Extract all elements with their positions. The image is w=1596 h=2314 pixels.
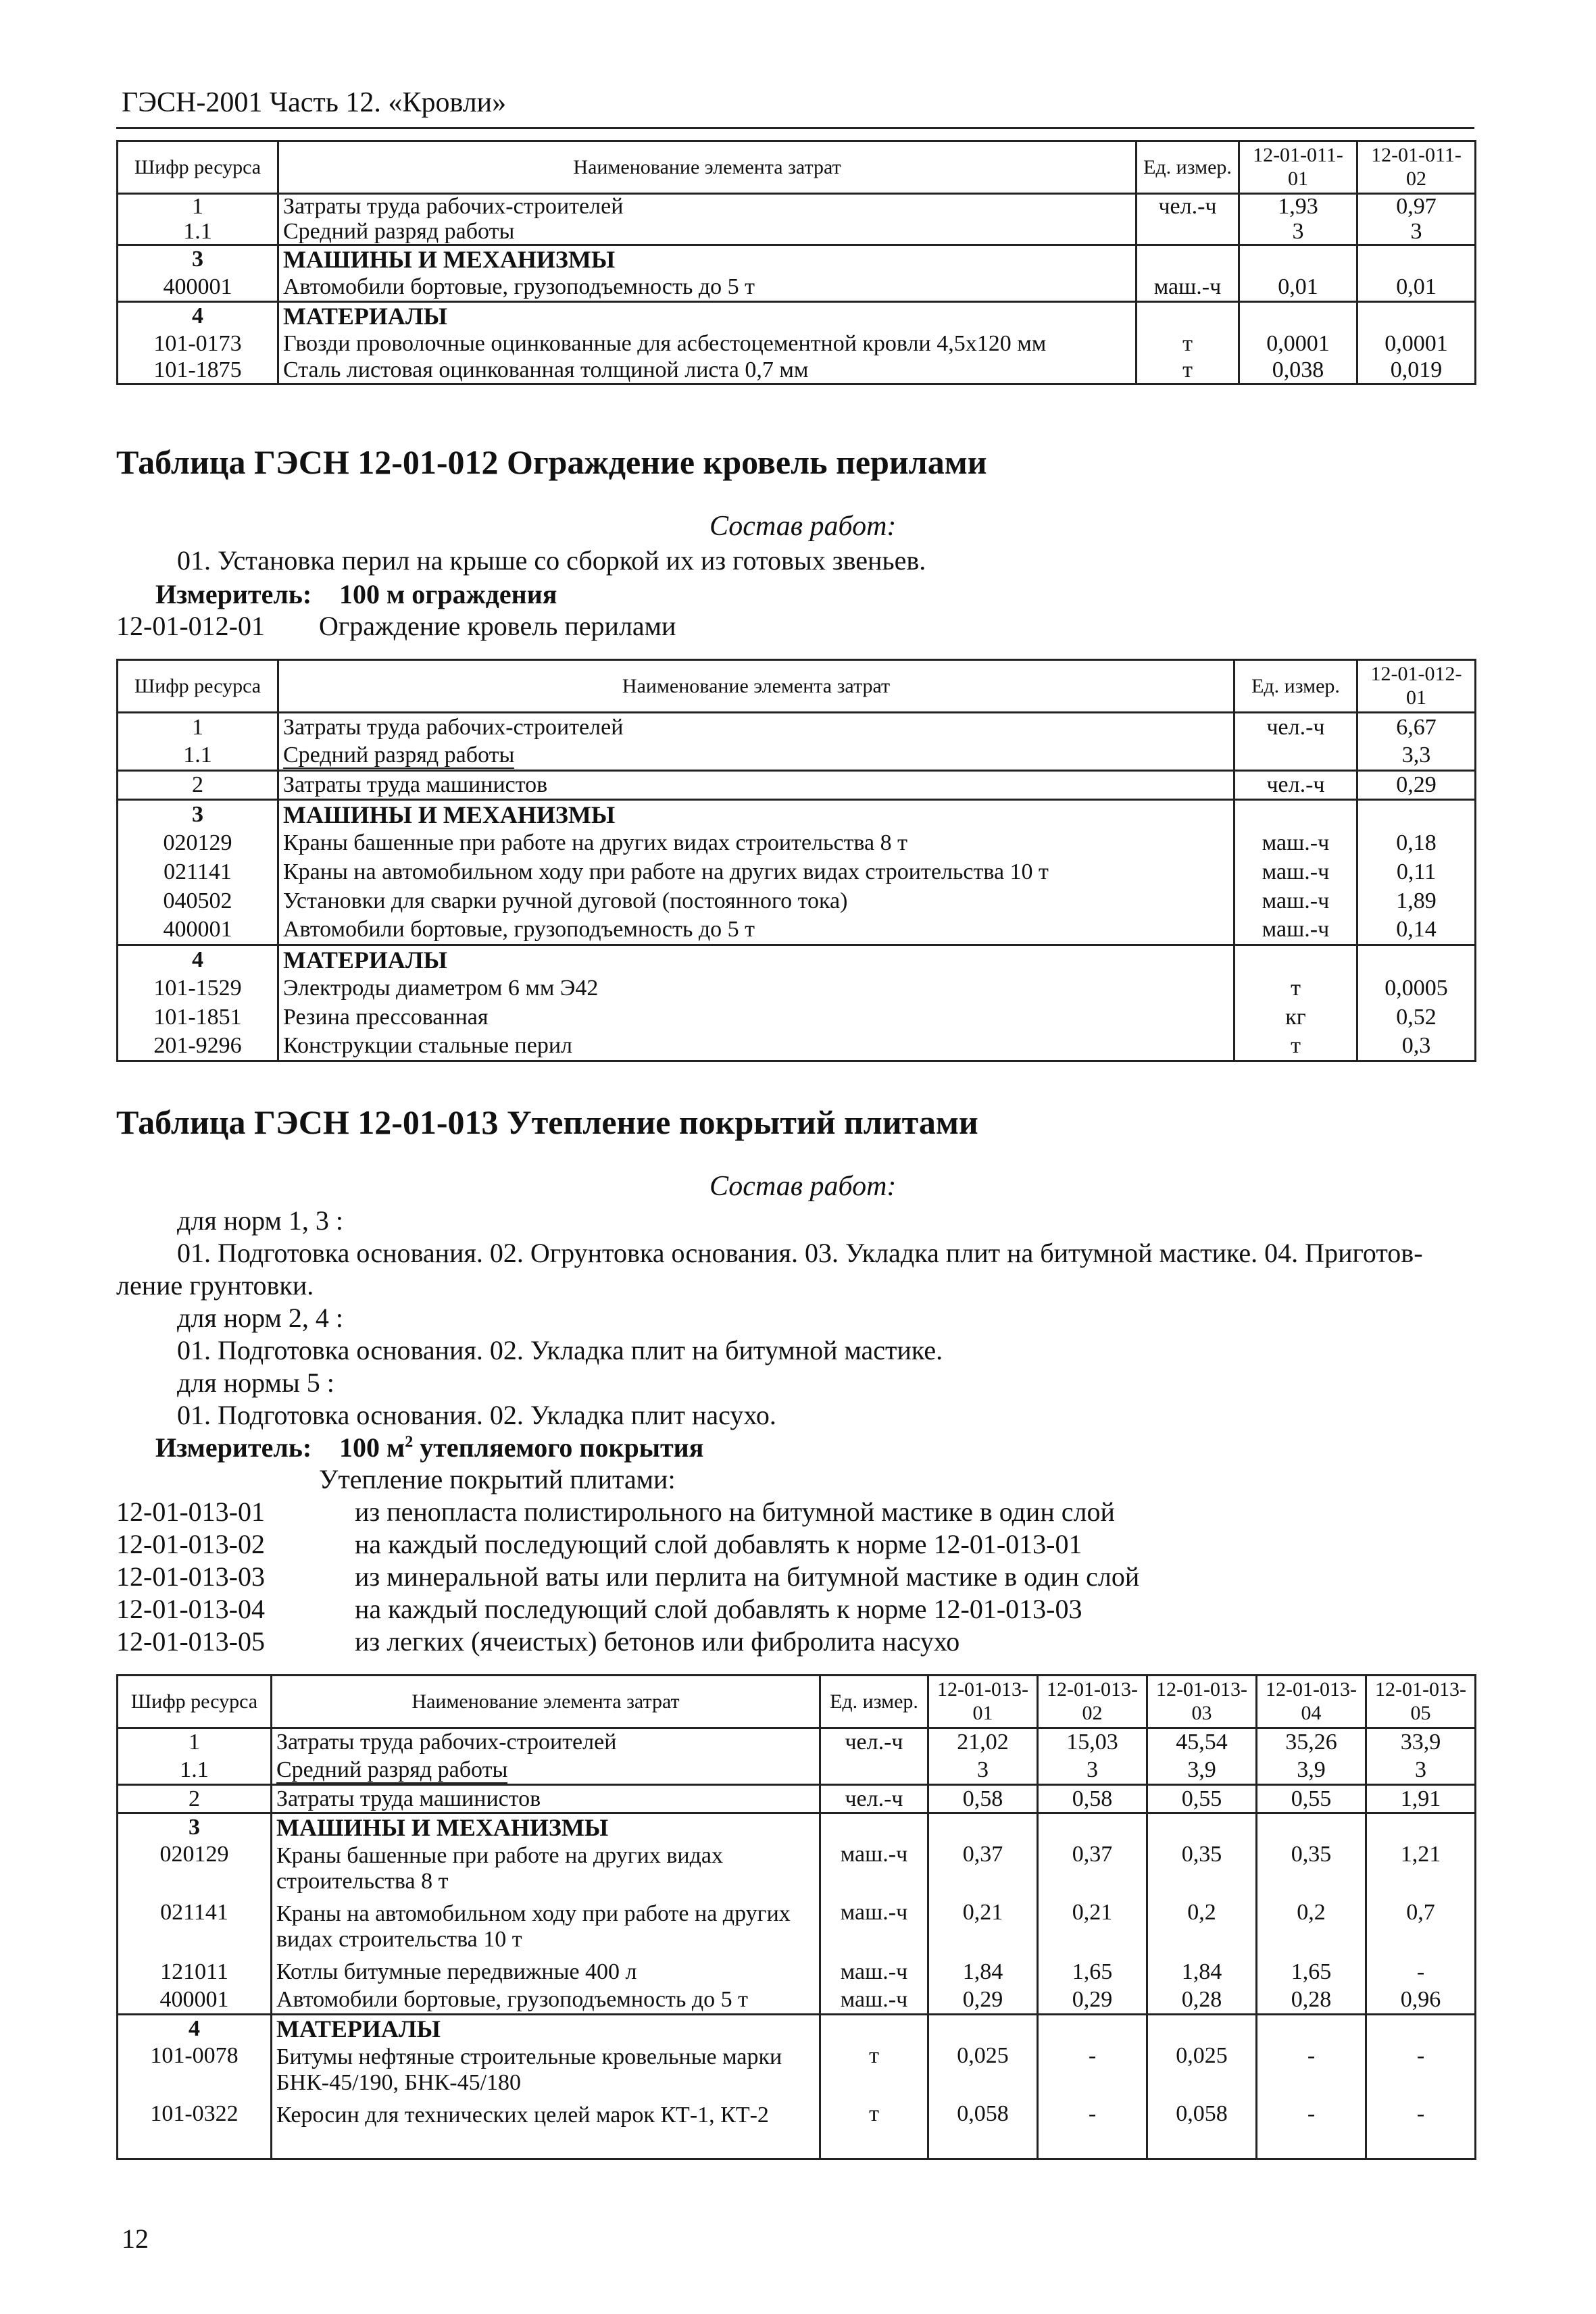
norm-description: из легких (ячеистых) бетонов или фибролита насухо — [355, 1626, 960, 1657]
norm-value: 0,97 — [1357, 194, 1476, 220]
cost-item: Конструкции стальные перил — [278, 1032, 1235, 1061]
unit: т — [1235, 974, 1357, 1003]
norm-description: Ограждение кровель перилами — [319, 611, 676, 641]
resource-code: 101-0173 — [118, 330, 278, 357]
cost-item: Затраты труда машинистов — [278, 771, 1235, 800]
resource-code: 020129 — [118, 1842, 272, 1900]
measure-value: 100 м ограждения — [339, 579, 557, 609]
norm-value: - — [1366, 2101, 1476, 2159]
norm-value: 3 — [928, 1757, 1038, 1785]
norm-code: 12-01-012-01 — [116, 611, 265, 641]
norm-value: - — [1257, 2043, 1366, 2101]
resource-code: 101-1529 — [118, 974, 278, 1003]
norm-value: 0,14 — [1357, 916, 1476, 945]
unit: маш.-ч — [1137, 274, 1239, 302]
resource-code: 2 — [118, 771, 278, 800]
norm-value: - — [1038, 2043, 1147, 2101]
col-header-norm: 12-01-011-01 — [1239, 141, 1357, 194]
norm-value — [928, 2015, 1038, 2043]
resource-code: 2 — [118, 1785, 272, 1813]
norm-value: 0,2 — [1257, 1900, 1366, 1958]
resource-code: 1.1 — [118, 742, 278, 771]
unit: чел.-ч — [1235, 771, 1357, 800]
norm-value: 0,35 — [1257, 1842, 1366, 1900]
unit: т — [1137, 330, 1239, 357]
norm-value: 0,55 — [1257, 1785, 1366, 1813]
norm-value: 3,3 — [1357, 742, 1476, 771]
resource-table-12-01-011 — [116, 140, 1476, 385]
unit: кг — [1235, 1003, 1357, 1032]
col-header-norm: 12-01-013-05 — [1366, 1676, 1476, 1728]
cost-item: Сталь листовая оцинкованная толщиной листа 0,7 мм — [278, 357, 1137, 384]
unit: маш.-ч — [820, 1842, 928, 1900]
unit — [1235, 800, 1357, 829]
norm-value: 0,18 — [1357, 829, 1476, 858]
norm-value: 0,019 — [1357, 357, 1476, 384]
norm-value: 3,9 — [1147, 1757, 1257, 1785]
unit: чел.-ч — [1235, 713, 1357, 742]
col-header-norm: 12-01-013-03 — [1147, 1676, 1257, 1728]
resource-code: 121011 — [118, 1958, 272, 1986]
section-heading: МАШИНЫ И МЕХАНИЗМЫ — [278, 245, 1137, 274]
resource-table-12-01-013 — [116, 1674, 1476, 2160]
norm-value: 0,35 — [1147, 1842, 1257, 1900]
unit — [820, 1757, 928, 1785]
norm-value — [1239, 245, 1357, 274]
unit: маш.-ч — [1235, 916, 1357, 945]
col-header-unit: Ед. измер. — [820, 1676, 928, 1728]
cost-item: Средний разряд работы — [278, 220, 1137, 245]
norm-value — [1257, 2015, 1366, 2043]
unit: маш.-ч — [820, 1958, 928, 1986]
norm-value — [1147, 1813, 1257, 1842]
work-step: 01. Подготовка основания. 02. Укладка плит насухо. — [177, 1400, 776, 1430]
unit: т — [820, 2043, 928, 2101]
cost-item: Керосин для технических целей марок КТ-1, КТ-2 — [272, 2101, 820, 2159]
norm-value: 1,84 — [1147, 1958, 1257, 1986]
norm-value: 3 — [1239, 220, 1357, 245]
norm-value: 0,21 — [928, 1900, 1038, 1958]
norm-value: 0,058 — [1147, 2101, 1257, 2159]
unit: маш.-ч — [1235, 829, 1357, 858]
resource-code: 400001 — [118, 274, 278, 302]
resource-code: 040502 — [118, 887, 278, 916]
resource-code: 400001 — [118, 916, 278, 945]
resource-code: 400001 — [118, 1986, 272, 2015]
norm-value: 0,58 — [1038, 1785, 1147, 1813]
norm-value: - — [1257, 2101, 1366, 2159]
cost-item: Битумы нефтяные строительные кровельные марки БНК-45/190, БНК-45/180 — [272, 2043, 820, 2101]
unit: маш.-ч — [820, 1986, 928, 2015]
norm-value: 3 — [1366, 1757, 1476, 1785]
norm-value: 0,37 — [928, 1842, 1038, 1900]
norm-code: 12-01-013-03 — [116, 1561, 265, 1592]
norm-value — [1239, 302, 1357, 330]
norm-value: 0,2 — [1147, 1900, 1257, 1958]
norm-value: 35,26 — [1257, 1728, 1366, 1757]
norm-value: 0,0001 — [1239, 330, 1357, 357]
col-header-resource: Шифр ресурса — [118, 1676, 272, 1728]
col-header-unit: Ед. измер. — [1235, 660, 1357, 713]
norm-description: на каждый последующий слой добавлять к норме 12-01-013-01 — [355, 1529, 1082, 1559]
norm-value: - — [1366, 2043, 1476, 2101]
norm-value — [1366, 1813, 1476, 1842]
norm-value: 0,55 — [1147, 1785, 1257, 1813]
norm-value: 0,7 — [1366, 1900, 1476, 1958]
col-header-norm: 12-01-012-01 — [1357, 660, 1476, 713]
section-code: 4 — [118, 302, 278, 330]
table-title: Таблица ГЭСН 12-01-012 Ограждение кровель перилами — [116, 443, 987, 481]
cost-item: Краны на автомобильном ходу при работе на других видах строительства 10 т — [278, 858, 1235, 887]
section-code: 4 — [118, 945, 278, 974]
measure-label: Измеритель: — [155, 579, 312, 609]
resource-table-12-01-012 — [116, 659, 1476, 1062]
norm-code: 12-01-013-02 — [116, 1529, 265, 1559]
col-header-name: Наименование элемента затрат — [278, 141, 1137, 194]
cost-item: Затраты труда рабочих-строителей — [272, 1728, 820, 1757]
cost-item: Автомобили бортовые, грузоподъемность до 5 т — [272, 1986, 820, 2015]
work-composition-label: Состав работ: — [709, 1171, 897, 1202]
norm-value — [1147, 2015, 1257, 2043]
norm-value: 0,025 — [928, 2043, 1038, 2101]
norm-value — [1038, 1813, 1147, 1842]
norm-value: - — [1366, 1958, 1476, 1986]
norm-value: - — [1038, 2101, 1147, 2159]
section-heading: МАШИНЫ И МЕХАНИЗМЫ — [278, 800, 1235, 829]
norm-value: 0,28 — [1257, 1986, 1366, 2015]
section-heading: МАТЕРИАЛЫ — [278, 302, 1137, 330]
resource-code: 021141 — [118, 858, 278, 887]
norm-value — [928, 1813, 1038, 1842]
norm-value: 0,52 — [1357, 1003, 1476, 1032]
unit: маш.-ч — [1235, 887, 1357, 916]
col-header-name: Наименование элемента затрат — [278, 660, 1235, 713]
norm-value: 0,28 — [1147, 1986, 1257, 2015]
norm-value: 21,02 — [928, 1728, 1038, 1757]
norms-intro: Утепление покрытий плитами: — [319, 1464, 676, 1494]
norm-value: 0,0005 — [1357, 974, 1476, 1003]
norm-value: 0,21 — [1038, 1900, 1147, 1958]
work-step: ление грунтовки. — [116, 1270, 314, 1301]
norm-value: 0,58 — [928, 1785, 1038, 1813]
section-heading: МАТЕРИАЛЫ — [278, 945, 1235, 974]
norms-group-label: для нормы 5 : — [177, 1367, 334, 1398]
norms-group-label: для норм 1, 3 : — [177, 1205, 343, 1236]
cost-item: Краны башенные при работе на других видах строительства 8 т — [278, 829, 1235, 858]
col-header-norm: 12-01-013-04 — [1257, 1676, 1366, 1728]
page-number: 12 — [122, 2223, 149, 2254]
unit: т — [1137, 357, 1239, 384]
measure-label: Измеритель: — [155, 1432, 312, 1463]
resource-code: 101-1875 — [118, 357, 278, 384]
cost-item: Затраты труда рабочих-строителей — [278, 194, 1137, 220]
norm-code: 12-01-013-04 — [116, 1594, 265, 1624]
running-header: ГЭСН-2001 Часть 12. «Кровли» — [122, 87, 507, 118]
norm-value: 1,65 — [1038, 1958, 1147, 1986]
norm-value — [1357, 245, 1476, 274]
resource-code: 021141 — [118, 1900, 272, 1958]
resource-code: 1 — [118, 194, 278, 220]
cost-item: Установки для сварки ручной дуговой (постоянного тока) — [278, 887, 1235, 916]
norm-value: 1,89 — [1357, 887, 1476, 916]
unit — [820, 2015, 928, 2043]
work-step: 01. Установка перил на крыше со сборкой их из готовых звеньев. — [177, 545, 926, 576]
unit — [1137, 245, 1239, 274]
norm-value: 0,29 — [1357, 771, 1476, 800]
unit: т — [1235, 1032, 1357, 1061]
section-code: 3 — [118, 245, 278, 274]
norm-description: на каждый последующий слой добавлять к норме 12-01-013-03 — [355, 1594, 1082, 1624]
work-composition-label: Состав работ: — [709, 511, 897, 542]
cost-item: Средний разряд работы — [272, 1757, 820, 1785]
resource-code: 1 — [118, 1728, 272, 1757]
section-code: 3 — [118, 800, 278, 829]
norm-value: 0,01 — [1239, 274, 1357, 302]
norm-value: 3,9 — [1257, 1757, 1366, 1785]
cost-item: Средний разряд работы — [278, 742, 1235, 771]
section-code: 4 — [118, 2015, 272, 2043]
col-header-norm: 12-01-011-02 — [1357, 141, 1476, 194]
norm-value: 0,96 — [1366, 1986, 1476, 2015]
measure-value: 100 $м^2$ утепляемого покрытия — [339, 1432, 704, 1463]
cost-item: Котлы битумные передвижные 400 л — [272, 1958, 820, 1986]
norm-code: 12-01-013-01 — [116, 1496, 265, 1527]
norms-group-label: для норм 2, 4 : — [177, 1303, 343, 1333]
norm-value: 1,21 — [1366, 1842, 1476, 1900]
cost-item: Затраты труда рабочих-строителей — [278, 713, 1235, 742]
norm-value: 45,54 — [1147, 1728, 1257, 1757]
norm-value: 0,3 — [1357, 1032, 1476, 1061]
resource-code: 201-9296 — [118, 1032, 278, 1061]
unit: чел.-ч — [1137, 194, 1239, 220]
cost-item: Затраты труда машинистов — [272, 1785, 820, 1813]
norm-code: 12-01-013-05 — [116, 1626, 265, 1657]
resource-code: 101-1851 — [118, 1003, 278, 1032]
norm-value: 3 — [1357, 220, 1476, 245]
unit: маш.-ч — [1235, 858, 1357, 887]
section-heading: МАШИНЫ И МЕХАНИЗМЫ — [272, 1813, 820, 1842]
norm-value: 0,29 — [928, 1986, 1038, 2015]
norm-value — [1257, 1813, 1366, 1842]
unit — [820, 1813, 928, 1842]
cost-item: Гвозди проволочные оцинкованные для асбестоцементной кровли 4,5х120 мм — [278, 330, 1137, 357]
table-title: Таблица ГЭСН 12-01-013 Утепление покрытий плитами — [116, 1103, 978, 1141]
col-header-norm: 12-01-013-01 — [928, 1676, 1038, 1728]
norm-value: 0,37 — [1038, 1842, 1147, 1900]
unit: чел.-ч — [820, 1785, 928, 1813]
section-code: 3 — [118, 1813, 272, 1842]
resource-code: 101-0078 — [118, 2043, 272, 2101]
norm-value: 1,65 — [1257, 1958, 1366, 1986]
norm-value: 0,29 — [1038, 1986, 1147, 2015]
norm-value — [1038, 2015, 1147, 2043]
unit — [1235, 742, 1357, 771]
work-step: 01. Подготовка основания. 02. Укладка плит на битумной мастике. — [177, 1335, 943, 1365]
unit: чел.-ч — [820, 1728, 928, 1757]
norm-value: 1,93 — [1239, 194, 1357, 220]
norm-description: из минеральной ваты или перлита на битумной мастике в один слой — [355, 1561, 1140, 1592]
norm-value: 0,038 — [1239, 357, 1357, 384]
col-header-resource: Шифр ресурса — [118, 141, 278, 194]
norm-value — [1366, 2015, 1476, 2043]
norm-value — [1357, 800, 1476, 829]
norm-value: 0,0001 — [1357, 330, 1476, 357]
section-heading: МАТЕРИАЛЫ — [272, 2015, 820, 2043]
resource-code: 020129 — [118, 829, 278, 858]
col-header-unit: Ед. измер. — [1137, 141, 1239, 194]
cost-item: Краны на автомобильном ходу при работе на других видах строительства 10 т — [272, 1900, 820, 1958]
resource-code: 1.1 — [118, 1757, 272, 1785]
cost-item: Резина прессованная — [278, 1003, 1235, 1032]
norm-value: 0,01 — [1357, 274, 1476, 302]
norm-value — [1357, 302, 1476, 330]
norm-value — [1357, 945, 1476, 974]
norm-value: 33,9 — [1366, 1728, 1476, 1757]
norm-value: 0,025 — [1147, 2043, 1257, 2101]
cost-item: Краны башенные при работе на других видах строительства 8 т — [272, 1842, 820, 1900]
col-header-name: Наименование элемента затрат — [272, 1676, 820, 1728]
resource-code: 1 — [118, 713, 278, 742]
norm-value: 6,67 — [1357, 713, 1476, 742]
header-rule — [116, 127, 1474, 129]
resource-code: 101-0322 — [118, 2101, 272, 2159]
norm-value: 0,058 — [928, 2101, 1038, 2159]
norm-description: из пенопласта полистирольного на битумной мастике в один слой — [355, 1496, 1115, 1527]
norm-value: 15,03 — [1038, 1728, 1147, 1757]
norm-value: 1,91 — [1366, 1785, 1476, 1813]
unit — [1137, 302, 1239, 330]
norm-value: 0,11 — [1357, 858, 1476, 887]
work-step: 01. Подготовка основания. 02. Огрунтовка основания. 03. Укладка плит на битумной мастике. 04. Приготов- — [177, 1238, 1423, 1268]
cost-item: Автомобили бортовые, грузоподъемность до 5 т — [278, 274, 1137, 302]
unit: т — [820, 2101, 928, 2159]
unit — [1235, 945, 1357, 974]
resource-code: 1.1 — [118, 220, 278, 245]
unit — [1137, 220, 1239, 245]
unit: маш.-ч — [820, 1900, 928, 1958]
col-header-norm: 12-01-013-02 — [1038, 1676, 1147, 1728]
cost-item: Автомобили бортовые, грузоподъемность до 5 т — [278, 916, 1235, 945]
col-header-resource: Шифр ресурса — [118, 660, 278, 713]
norm-value: 1,84 — [928, 1958, 1038, 1986]
cost-item: Электроды диаметром 6 мм Э42 — [278, 974, 1235, 1003]
norm-value: 3 — [1038, 1757, 1147, 1785]
